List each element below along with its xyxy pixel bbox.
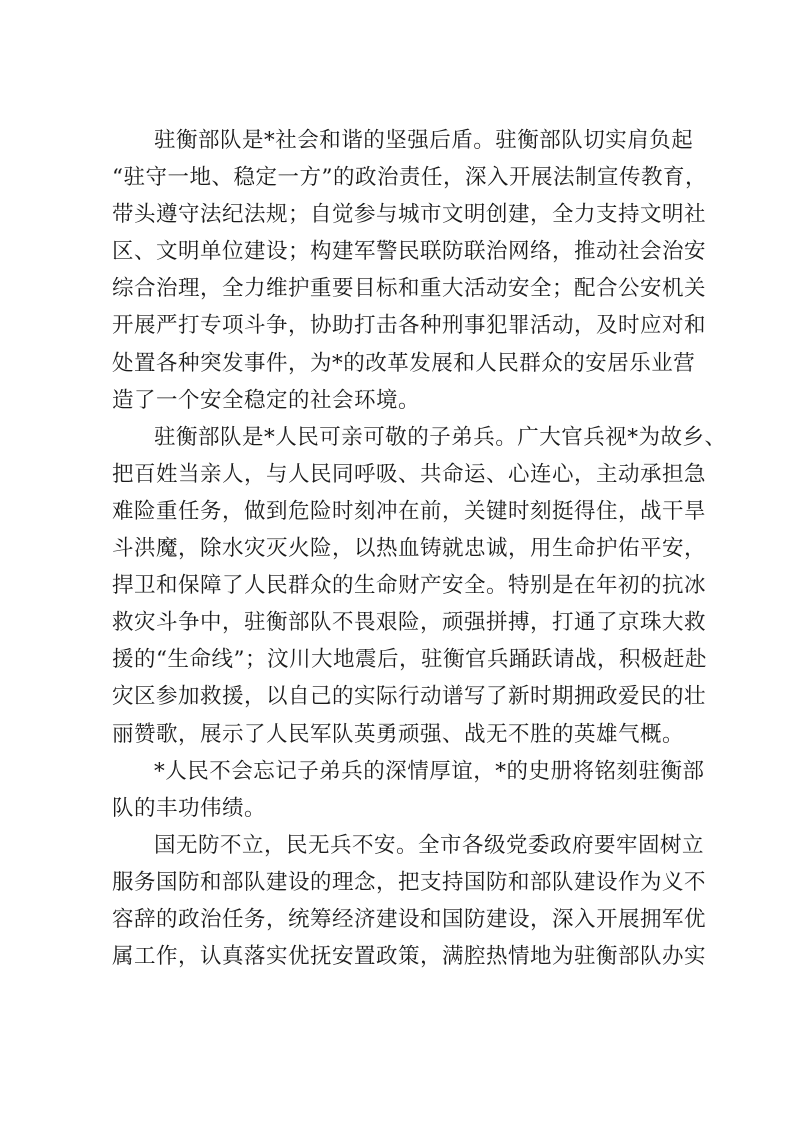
text-line: 捍卫和保障了人民群众的生命财产安全。特别是在年初的抗冰 — [112, 573, 707, 599]
document-page — [112, 122, 727, 975]
text-line: 开展严打专项斗争，协助打击各种刑事犯罪活动，及时应对和 — [112, 313, 707, 339]
text-line: 属工作，认真落实优抚安置政策，满腔热情地为驻衡部队办实 — [112, 944, 707, 970]
text-line: 难险重任务，做到危险时刻冲在前，关键时刻挺得住，战干旱 — [112, 498, 707, 524]
text-line: 驻衡部队是*社会和谐的坚强后盾。驻衡部队切实肩负起 — [154, 128, 694, 153]
text-line: 斗洪魔，除水灾灭火险，以热血铸就忠诚，用生命护佑平安， — [112, 536, 707, 562]
text-line: 综合治理，全力维护重要目标和重大活动安全；配合公安机关 — [112, 276, 707, 302]
text-line: 国无防不立，民无兵不安。全市各级党委政府要牢固树立 — [154, 832, 705, 858]
text-line: *人民不会忘记子弟兵的深情厚谊，*的史册将铭刻驻衡部 — [154, 758, 705, 784]
text-line: 灾区参加救援，以自己的实际行动谱写了新时期拥政爱民的壮 — [112, 684, 707, 710]
text-line: 队的丰功伟绩。 — [112, 795, 267, 821]
paragraph-3 — [112, 753, 705, 827]
text-line: 把百姓当亲人，与人民同呼吸、共命运、心连心，主动承担急 — [112, 461, 707, 487]
text-line: 容辞的政治任务，统筹经济建设和国防建设，深入开展拥军优 — [112, 906, 707, 932]
text-line: “驻守一地、稳定一方”的政治责任，深入开展法制宣传教育， — [112, 165, 707, 191]
text-line: 援的“生命线”；汶川大地震后，驻衡官兵踊跃请战，积极赶赴 — [112, 647, 707, 673]
text-line: 驻衡部队是*人民可亲可敬的子弟兵。广大官兵视*为故乡、 — [154, 424, 727, 450]
text-line: 丽赞歌，展示了人民军队英勇顽强、战无不胜的英雄气概。 — [112, 721, 685, 747]
paragraph-2 — [112, 419, 727, 753]
text-line: 救灾斗争中，驻衡部队不畏艰险，顽强拼搏，打通了京珠大救 — [112, 610, 707, 636]
text-line: 服务国防和部队建设的理念，把支持国防和部队建设作为义不 — [112, 869, 707, 895]
text-line: 区、文明单位建设；构建军警民联防联治网络，推动社会治安 — [112, 239, 707, 265]
text-line: 造了一个安全稳定的社会环境。 — [112, 387, 421, 413]
text-line: 带头遵守法纪法规；自觉参与城市文明创建，全力支持文明社 — [112, 202, 707, 228]
paragraph-1 — [112, 122, 707, 419]
paragraph-4 — [112, 827, 707, 975]
text-line: 处置各种突发事件，为*的改革发展和人民群众的安居乐业营 — [112, 350, 696, 376]
